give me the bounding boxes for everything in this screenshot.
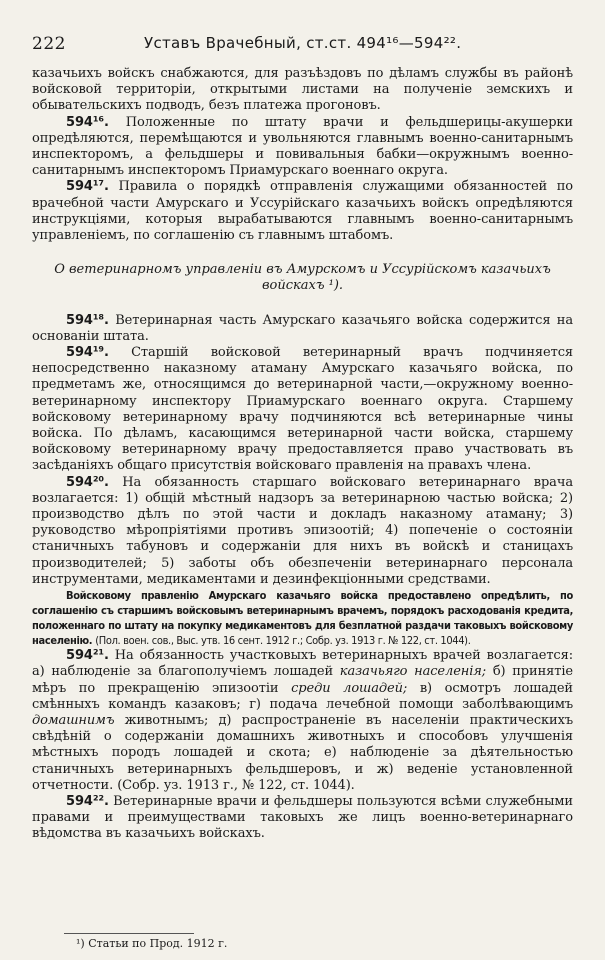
article-number: 594¹⁷. bbox=[66, 179, 109, 195]
article-text: животнымъ; д) распространеніе въ населеніи практическихъ свѣдѣній о содержаніи домашнихъ животныхъ и способовъ улучшенія мѣстныхъ породъ лошадей и скота; е) наблюденіе за дѣятельностью станичныхъ ветеринарныхъ фельдшеровъ, и ж) веденіе установленной отчетности. (Собр. уз. 1913 г., № 122, ст. 1044). bbox=[32, 712, 573, 793]
article-text: На обязанность участковыхъ ветеринарныхъ врачей возлагается: а) наблюденіе за благополучіемъ лошадей bbox=[32, 648, 573, 680]
footnote: ¹) Статьи по Прод. 1912 г. bbox=[76, 937, 228, 950]
article-text: в) осмотръ лошадей смѣнныхъ командъ казаковъ; г) подача лечебной помощи заболѣвающимъ bbox=[32, 680, 573, 712]
article-number: 594²². bbox=[66, 793, 109, 809]
article-text: Положенные по штату врачи и фельдшерицы-акушерки опредѣляются, перемѣщаются и увольняются главнымъ военно-санитарнымъ инспекторомъ, а фельдшеры и повивальныя бабки—окружнымъ военно-санитарнымъ инспекторомъ Приамурскаго военнаго округа. bbox=[32, 114, 573, 179]
article-text-emphasis: казачьяго населенія; bbox=[339, 664, 487, 680]
article-text-emphasis: среди лошадей; bbox=[291, 680, 408, 696]
article-number: 594¹⁶. bbox=[66, 114, 109, 130]
article-594-17 bbox=[32, 179, 573, 244]
article-594-21 bbox=[32, 648, 573, 794]
paragraph-continuation bbox=[32, 66, 573, 115]
article-note bbox=[32, 588, 573, 648]
article-594-16 bbox=[32, 115, 573, 180]
article-number: 594¹⁹. bbox=[66, 345, 109, 361]
article-text: Старшій войсковой ветеринарный врачъ подчиняется непосредственно наказному атаману Амурскаго казачьяго войска, по предметамъ же, относящимся до ветеринарной части,—окружному военно-ветеринарному инспектору Приамурскаго военнаго округа. Старшему войсковому ветеринарному врачу подчиняются всѣ ветеринарные чины войска. По дѣламъ, касающимся ветеринарной части войска, старшему войсковому ветеринарному врачу предоставляется право участвовать въ засѣданіяхъ общаго присутствія войсковаго правленія на правахъ члена. bbox=[32, 345, 573, 474]
article-text: б) принятіе мѣръ по прекращенію эпизоотіи bbox=[32, 664, 573, 696]
note-reference: (Пол. воен. сов., Выс. утв. 16 сент. 1912 г.; Собр. уз. 1913 г. № 122, ст. 1044). bbox=[95, 634, 471, 648]
article-number: 594²¹. bbox=[66, 648, 109, 664]
article-text: На обязанность старшаго войсковаго ветеринарнаго врача возлагается: 1) общій мѣстный надзоръ за ветеринарною частью войска; 2) производство дѣлъ по этой части и докладъ наказному атаману; 3) руководство мѣропріятіями противъ эпизоотій; 4) попеченіе о состояніи станичныхъ табуновъ и содержаніи для нихъ въ войскѣ и станицахъ производителей; 5) заботы объ обезпеченіи ветеринарнаго персонала инструментами, медикаментами и дезинфекціонными средствами. bbox=[32, 474, 573, 587]
paragraph-text: казачьихъ войскъ снабжаются, для разъѣздовъ по дѣламъ службы въ районѣ войсковой территоріи, открытыми листами на полученіе земскихъ и обывательскихъ подводъ, безъ платежа прогоновъ. bbox=[32, 66, 573, 114]
article-number: 594¹⁸. bbox=[66, 312, 109, 328]
page-body bbox=[32, 66, 573, 843]
article-text: Правила о порядкѣ отправленія служащими обязанностей по врачебной части Амурскаго и Уссурійскаго казачьихъ войскъ опредѣляются инструкціями, которыя вырабатываются главнымъ военно-санитарнымъ управленіемъ, по соглашенію съ главнымъ штабомъ. bbox=[32, 179, 573, 244]
article-number: 594²⁰. bbox=[66, 474, 109, 490]
article-text: Ветеринарные врачи и фельдшеры пользуются всѣми служебными правами и преимуществами таковыхъ же лицъ военно-ветеринарнаго вѣдомства въ казачьихъ войскахъ. bbox=[32, 793, 573, 842]
article-594-20 bbox=[32, 475, 573, 588]
footnote-divider bbox=[64, 933, 194, 934]
article-594-18 bbox=[32, 313, 573, 345]
article-594-19 bbox=[32, 345, 573, 475]
running-head: Уставъ Врачебный, ст.ст. 494¹⁶—594²². bbox=[144, 34, 462, 52]
page-header bbox=[32, 34, 571, 56]
note-text: Войсковому правленію Амурскаго казачьяго войска предоставлено опредѣлить, по соглашенію съ старшимъ войсковымъ ветеринарнымъ врачемъ, порядокъ расходованія кредита, положеннаго по штату на покупку медикаментовъ для безплатной раздачи таковыхъ войсковому населенію. bbox=[32, 589, 573, 648]
spacer bbox=[32, 295, 573, 313]
article-text-emphasis: домашнимъ bbox=[32, 712, 115, 728]
spacer bbox=[32, 244, 573, 262]
page-number: 222 bbox=[32, 34, 66, 54]
article-594-22 bbox=[32, 794, 573, 843]
section-title: О ветеринарномъ управленіи въ Амурскомъ и Уссурійскомъ казачьихъ войскахъ ¹). bbox=[54, 262, 551, 294]
article-text: Ветеринарная часть Амурскаго казачьяго войска содержится на основаніи штата. bbox=[32, 312, 573, 344]
